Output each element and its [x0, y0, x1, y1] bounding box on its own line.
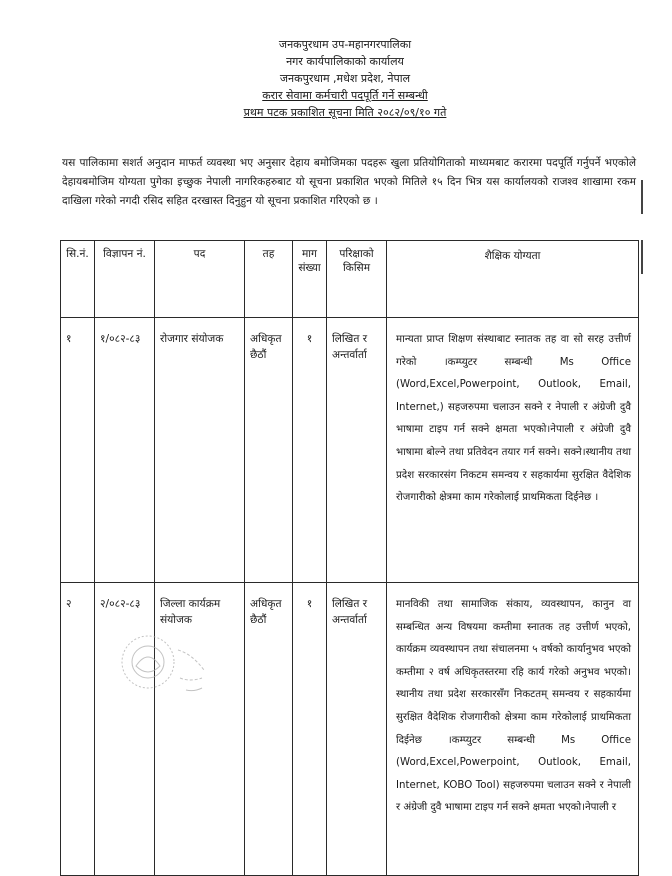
- row1-level: अधिकृत छैठौं: [250, 333, 282, 361]
- header-level: तह: [245, 241, 293, 318]
- margin-marks: [641, 180, 647, 840]
- notice-subject: करार सेवामा कर्मचारी पदपूर्ति गर्ने सम्बन्धी: [262, 89, 428, 102]
- cell-exam: [327, 583, 387, 876]
- cell-post: [155, 318, 245, 583]
- office-seal-stamp: [108, 620, 218, 716]
- municipality-name: जनकपुरधाम उप-महानगरपालिका: [278, 38, 412, 51]
- intro-paragraph: यस पालिकामा सशर्त अनुदान माफर्त व्यवस्था भए अनुसार देहाय बमोजिमका पदहरू खुला प्रतियोगिताको माध्यमबाट करारमा पदपूर्ति गर्नुपर्ने भएकोले देहायबमोजिम योग्यता पुगेका इच्छुक नेपाली नागरिकहरुबाट यो सूचना प्रकाशित भएको मितिले १५ दिन भित्र यस कार्यालयको राजश्व शाखामा रकम दाखिला गरेको नगदी रसिद सहित दरखास्त दिनुहुन यो सूचना प्रकाशित गरिएको छ ।: [62, 157, 636, 207]
- cell-demand: [293, 318, 327, 583]
- table-row: [61, 318, 639, 583]
- row2-level: अधिकृत छैठौं: [250, 598, 282, 626]
- letterhead: [200, 36, 490, 121]
- cell-level: [245, 583, 293, 876]
- header-demand-line2: संख्या: [298, 262, 321, 274]
- header-adno: विज्ञापन नं.: [95, 241, 155, 318]
- vacancy-table: [60, 240, 639, 876]
- row2-exam: लिखित र अन्तर्वार्ता: [332, 598, 368, 626]
- row1-demand: १: [306, 333, 313, 345]
- row1-adno: १/०८२-८३: [100, 333, 141, 345]
- office-name: नगर कार्यपालिकाको कार्यालय: [286, 55, 404, 68]
- row1-sn: १: [66, 333, 72, 345]
- row2-adno: २/०८२-८३: [100, 598, 141, 610]
- header-exam-line1: परिक्षाको: [339, 248, 374, 260]
- row2-qualification: मानविकी तथा सामाजिक संकाय, व्यवस्थापन, कानुन वा सम्बन्धित अन्य विषयमा कम्तीमा स्नातक तह उत्तीर्ण भएको, कार्यक्रम व्यवस्थापन तथा संचालनमा ५ वर्षको कार्यानुभव भएको कम्तीमा २ वर्ष अधिकृतस्तरमा रहि कार्य गरेको अनुभव भएको।स्थानीय तथा प्रदेश सरकारसँग निकटतम् समन्वय र सहकार्यमा सुरक्षित वैदेशिक रोजगारीको क्षेत्रमा काम गरेकोलाई प्राथमिकता दिईनेछ ।कम्प्युटर सम्बन्धी Ms Office (Word,Excel,Powerpoint, Outlook, Email, Internet, KOBO Tool) सहजरुपमा चलाउन सक्ने र नेपाली र अंग्रेजी दुवै भाषामा टाइप गर्न सक्ने क्षमता भएको।नेपाली र: [396, 599, 631, 814]
- cell-demand: [293, 583, 327, 876]
- cell-qualification: [387, 583, 639, 876]
- cell-adno: [95, 318, 155, 583]
- cell-qualification: [387, 318, 639, 583]
- header-post: पद: [155, 241, 245, 318]
- table-header-row: [61, 241, 639, 318]
- row1-exam: लिखित र अन्तर्वार्ता: [332, 333, 368, 361]
- header-sn: सि.नं.: [61, 241, 95, 318]
- header-exam: [327, 241, 387, 318]
- cell-level: [245, 318, 293, 583]
- cell-sn: [61, 318, 95, 583]
- header-demand-line1: माग: [301, 248, 318, 260]
- header-demand: [293, 241, 327, 318]
- row2-demand: १: [306, 598, 313, 610]
- notice-publish-date: प्रथम पटक प्रकाशित सूचना मिति २०८२/०९/१० गते: [243, 106, 447, 119]
- cell-sn: [61, 583, 95, 876]
- row2-post: जिल्ला कार्यक्रम संयोजक: [160, 598, 221, 626]
- cell-exam: [327, 318, 387, 583]
- row2-sn: २: [66, 598, 72, 610]
- row1-qualification: मान्यता प्राप्त शिक्षण संस्थाबाट स्नातक तह वा सो सरह उत्तीर्ण गरेको ।कम्प्युटर सम्बन्धी Ms Office (Word,Excel,Powerpoint, Outlook, Email, Internet,) सहजरुपमा चलाउन सक्ने र नेपाली र अंग्रेजी दुवै भाषामा टाइप गर्न सक्ने क्षमता भएको।नेपाली र अंग्रेजी दुवै भाषामा बोल्ने तथा प्रतिवेदन तयार गर्न सक्ने। सक्ने।स्थानीय तथा प्रदेश सरकारसंग निकटम समन्वय र सहकार्यमा सुरक्षित वैदेशिक रोजगारीको क्षेत्रमा काम गरेकोलाई प्राथमिकता दिईनेछ ।: [396, 334, 631, 504]
- header-exam-line2: किसिम: [342, 262, 371, 274]
- header-qualification: शैक्षिक योग्यता: [387, 241, 639, 318]
- row1-post: रोजगार संयोजक: [160, 333, 224, 345]
- office-address: जनकपुरधाम ,मधेश प्रदेश, नेपाल: [279, 72, 411, 85]
